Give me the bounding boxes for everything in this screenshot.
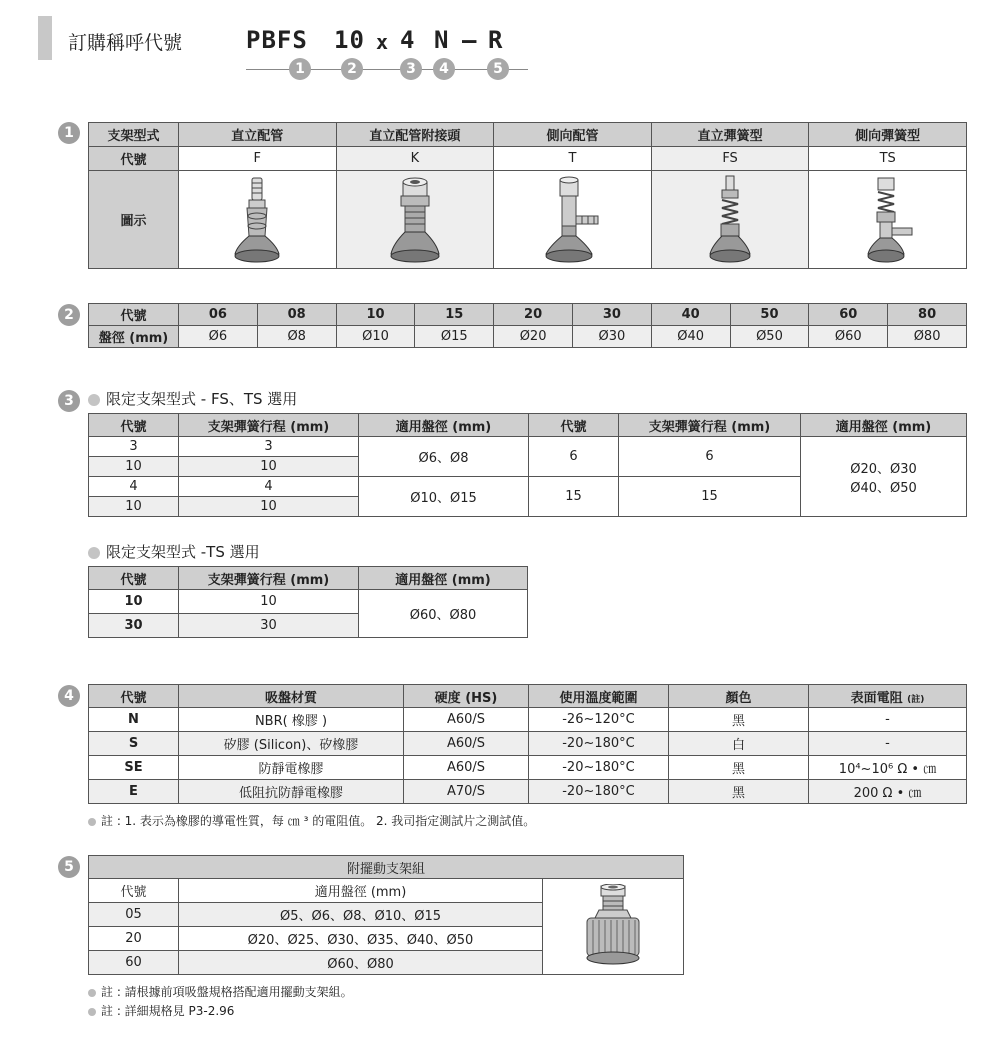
table-cell: 黑 — [669, 708, 809, 732]
table-cell: 15 — [529, 477, 619, 517]
table-cell: Ø60、Ø80 — [179, 951, 543, 975]
figure-cell — [543, 879, 684, 975]
swivel-note-text: 註 : 請根據前項吸盤規格搭配適用擺動支架組。 — [101, 985, 353, 999]
table-cell: 防靜電橡膠 — [179, 756, 404, 780]
table-cell: - — [809, 708, 967, 732]
table-cell: A60/S — [404, 708, 529, 732]
table-cell: 60 — [89, 951, 179, 975]
figure-cell — [494, 171, 652, 269]
swivel-note-1 — [88, 983, 353, 1000]
header-cell: 適用盤徑 (mm) — [359, 567, 528, 590]
bullet-icon — [88, 547, 100, 559]
table-cell: Ø5、Ø6、Ø8、Ø10、Ø15 — [179, 903, 543, 927]
table-cell: 15 — [619, 477, 801, 517]
table-cell: A70/S — [404, 780, 529, 804]
table-cell: A60/S — [404, 732, 529, 756]
code-marker-3: 3 — [400, 58, 422, 80]
code-times: x — [376, 30, 390, 54]
table-cell: 3 — [89, 437, 179, 457]
table-cell: - — [809, 732, 967, 756]
figure-cell — [179, 171, 337, 269]
diameter-value: Ø40 — [651, 326, 730, 348]
section-3a-title — [88, 388, 297, 409]
type-name: 側向配管 — [494, 123, 652, 147]
row-label-code: 代號 — [89, 147, 179, 171]
table-cell: 3 — [179, 437, 359, 457]
figure-cell — [809, 171, 967, 269]
diameter-code-table — [88, 303, 967, 348]
table-cell: E — [89, 780, 179, 804]
spring-stroke-table-ts — [88, 566, 528, 638]
table-cell: 10 — [89, 497, 179, 517]
diameter-code: 30 — [572, 304, 651, 326]
table-cell: 10 — [179, 590, 359, 614]
header-cell: 吸盤材質 — [179, 685, 404, 708]
type-code: K — [336, 147, 494, 171]
swivel-bracket-icon — [573, 884, 653, 970]
diameter-value: Ø30 — [572, 326, 651, 348]
header-cell: 硬度 (HS) — [404, 685, 529, 708]
swivel-note-text: 註 : 詳細規格見 P3-2.96 — [101, 1004, 235, 1018]
table-cell: 代號 — [89, 879, 179, 903]
code-dash: – — [462, 26, 478, 54]
diameter-value: Ø8 — [257, 326, 336, 348]
code-marker-4: 4 — [433, 58, 455, 80]
row-label-code: 代號 — [89, 304, 179, 326]
table-cell: 30 — [89, 614, 179, 638]
table-cell: 適用盤徑 (mm) — [179, 879, 543, 903]
table-cell: 黑 — [669, 756, 809, 780]
page-title: 訂購稱呼代號 — [68, 32, 183, 54]
table-cell — [801, 437, 967, 517]
code-part-4: R — [488, 26, 504, 54]
section-5-number: 5 — [58, 856, 80, 878]
table-cell: 20 — [89, 927, 179, 951]
table-cell: 10 — [89, 590, 179, 614]
header-cell: 顏色 — [669, 685, 809, 708]
header-cell: 使用溫度範圍 — [529, 685, 669, 708]
table-cell: -26~120°C — [529, 708, 669, 732]
table-cell: 矽膠 (Silicon)、矽橡膠 — [179, 732, 404, 756]
title-bar-accent — [38, 16, 52, 60]
section-2-number: 2 — [58, 304, 80, 326]
material-table — [88, 684, 967, 804]
row-label-type: 支架型式 — [89, 123, 179, 147]
code-marker-5: 5 — [487, 58, 509, 80]
table-cell: Ø60、Ø80 — [359, 590, 528, 638]
table-cell: SE — [89, 756, 179, 780]
type-code: FS — [651, 147, 809, 171]
diameter-code: 60 — [809, 304, 888, 326]
type-name: 直立配管 — [179, 123, 337, 147]
bullet-icon — [88, 989, 96, 997]
table-cell: 200 Ω • ㎝ — [809, 780, 967, 804]
code-prefix: PBFS — [246, 26, 308, 54]
header-text: 表面電阻 — [850, 690, 903, 706]
type-name: 直立彈簧型 — [651, 123, 809, 147]
table-cell: 10 — [179, 457, 359, 477]
bullet-icon — [88, 1008, 96, 1016]
figure-cell — [651, 171, 809, 269]
header-cell — [809, 685, 967, 708]
table-cell: 30 — [179, 614, 359, 638]
suction-cup-side-fitting-icon — [532, 174, 612, 266]
bullet-icon — [88, 394, 100, 406]
header-cell: 適用盤徑 (mm) — [359, 414, 529, 437]
table-cell: NBR( 橡膠 ) — [179, 708, 404, 732]
table-cell: 6 — [619, 437, 801, 477]
diameter-value: Ø15 — [415, 326, 494, 348]
header-cell: 支架彈簧行程 (mm) — [619, 414, 801, 437]
header-cell: 代號 — [529, 414, 619, 437]
table-cell: -20~180°C — [529, 780, 669, 804]
code-part-3: N — [434, 26, 450, 54]
table-cell: -20~180°C — [529, 732, 669, 756]
bullet-icon — [88, 818, 96, 826]
section-4-number: 4 — [58, 685, 80, 707]
table-cell: -20~180°C — [529, 756, 669, 780]
table-cell: 10 — [89, 457, 179, 477]
diameter-value: Ø20 — [494, 326, 573, 348]
header-cell: 支架彈簧行程 (mm) — [179, 414, 359, 437]
diameter-line: Ø20、Ø30 — [850, 461, 917, 477]
section-3b-title — [88, 541, 260, 562]
table-cell: 黑 — [669, 780, 809, 804]
table-cell: 05 — [89, 903, 179, 927]
diameter-value: Ø50 — [730, 326, 809, 348]
diameter-code: 40 — [651, 304, 730, 326]
diameter-value: Ø80 — [888, 326, 967, 348]
row-label-figure: 圖示 — [89, 171, 179, 269]
diameter-value: Ø10 — [336, 326, 415, 348]
figure-cell — [336, 171, 494, 269]
swivel-note-2 — [88, 1002, 234, 1019]
code-part-2: 4 — [400, 26, 416, 54]
diameter-code: 50 — [730, 304, 809, 326]
header-note-mark: (註) — [907, 694, 925, 705]
diameter-line: Ø40、Ø50 — [850, 480, 917, 496]
diameter-value: Ø60 — [809, 326, 888, 348]
section-3b-title-text: 限定支架型式 -TS 選用 — [106, 543, 260, 561]
header-cell: 代號 — [89, 685, 179, 708]
type-code: F — [179, 147, 337, 171]
table-cell: N — [89, 708, 179, 732]
swivel-bracket-table — [88, 855, 684, 975]
header-cell: 代號 — [89, 414, 179, 437]
section-1-number: 1 — [58, 122, 80, 144]
table-cell: 6 — [529, 437, 619, 477]
section-3-number: 3 — [58, 390, 80, 412]
table-cell: Ø20、Ø25、Ø30、Ø35、Ø40、Ø50 — [179, 927, 543, 951]
diameter-code: 06 — [179, 304, 258, 326]
table-cell: 4 — [89, 477, 179, 497]
diameter-code: 20 — [494, 304, 573, 326]
table-cell: S — [89, 732, 179, 756]
table-cell: 10⁴~10⁶ Ω • ㎝ — [809, 756, 967, 780]
type-name: 側向彈簧型 — [809, 123, 967, 147]
material-note — [88, 812, 535, 829]
bracket-type-table — [88, 122, 967, 269]
header-cell: 代號 — [89, 567, 179, 590]
table-cell: Ø6、Ø8 — [359, 437, 529, 477]
row-label-diameter: 盤徑 (mm) — [89, 326, 179, 348]
diameter-value: Ø6 — [179, 326, 258, 348]
diameter-code: 80 — [888, 304, 967, 326]
material-note-text: 註 : 1. 表示為橡膠的導電性質，每 ㎝ ³ 的電阻值。 2. 我司指定測試片之測試值。 — [101, 814, 536, 828]
table-cell: A60/S — [404, 756, 529, 780]
type-name: 直立配管附接頭 — [336, 123, 494, 147]
diameter-code: 15 — [415, 304, 494, 326]
code-part-1: 10 — [334, 26, 365, 54]
table-cell: 10 — [179, 497, 359, 517]
type-code: T — [494, 147, 652, 171]
header-cell: 支架彈簧行程 (mm) — [179, 567, 359, 590]
table-cell: 4 — [179, 477, 359, 497]
suction-cup-with-connector-icon — [385, 174, 445, 266]
code-marker-2: 2 — [341, 58, 363, 80]
diameter-code: 10 — [336, 304, 415, 326]
suction-cup-straight-fitting-icon — [227, 174, 287, 266]
type-code: TS — [809, 147, 967, 171]
code-marker-1: 1 — [289, 58, 311, 80]
table-cell: 白 — [669, 732, 809, 756]
suction-cup-spring-side-icon — [848, 174, 928, 266]
diameter-code: 08 — [257, 304, 336, 326]
header-cell: 適用盤徑 (mm) — [801, 414, 967, 437]
section-3a-title-text: 限定支架型式 - FS、TS 選用 — [106, 390, 298, 408]
table-cell: Ø10、Ø15 — [359, 477, 529, 517]
spring-stroke-table-fs-ts — [88, 413, 967, 517]
header-cell: 附擺動支架組 — [89, 856, 684, 879]
table-cell: 低阻抗防靜電橡膠 — [179, 780, 404, 804]
suction-cup-spring-straight-icon — [700, 174, 760, 266]
